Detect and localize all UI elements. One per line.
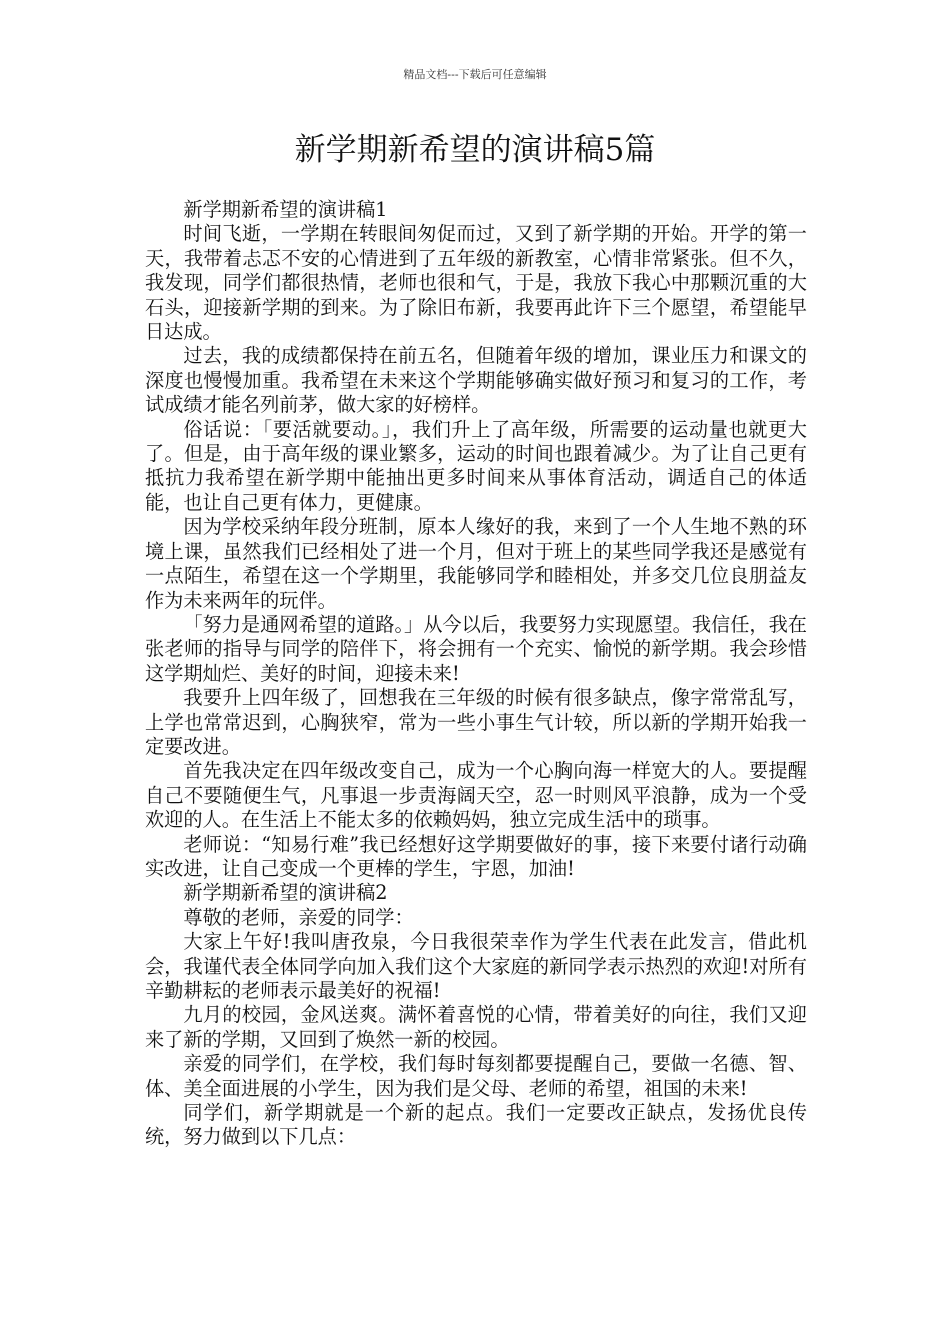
document-title: 新学期新希望的演讲稿5篇 [294,132,656,168]
paragraph: 老师说：“知易行难”我已经想好这学期要做好的事，接下来要付诸行动确实改进，让自己变成一个更棒的学生，宇恩，加油! [145,832,807,880]
section-heading-2: 新学期新希望的演讲稿2 [183,881,388,905]
paragraph: 同学们，新学期就是一个新的起点。我们一定要改正缺点，发扬优良传统，努力做到以下几点： [145,1101,807,1149]
header-note: 精品文档---下载后可任意编辑 [403,68,547,81]
paragraph: 时间飞逝，一学期在转眼间匆促而过，又到了新学期的开始。开学的第一天，我带着忐忑不安的心情进到了五年级的新教室，心情非常紧张。但不久，我发现，同学们都很热情，老师也很和气，于是，我放下我心中那颗沉重的大石头，迎接新学期的到来。为了除旧布新，我要再此许下三个愿望，希望能早日达成。 [145,222,807,344]
section-heading-1: 新学期新希望的演讲稿1 [183,198,388,221]
paragraph: 俗话说：「要活就要动。」，我们升上了高年级，所需要的运动量也就更大了。但是，由于高年级的课业繁多，运动的时间也跟着减少。为了让自己更有抵抗力我希望在新学期中能抽出更多时间来从事体育活动，调适自己的体适能，也让自己更有体力，更健康。 [145,417,807,514]
paragraph: 「努力是通网希望的道路。」从今以后，我要努力实现愿望。我信任，我在张老师的指导与同学的陪伴下，将会拥有一个充实、愉悦的新学期。我会珍惜这学期灿烂、美好的时间，迎接未来! [145,612,807,685]
paragraph: 九月的校园，金风送爽。满怀着喜悦的心情，带着美好的向往，我们又迎来了新的学期，又回到了焕然一新的校园。 [145,1003,807,1051]
paragraph: 大家上午好!我叫唐孜泉，今日我很荣幸作为学生代表在此发言，借此机会，我谨代表全体同学向加入我们这个大家庭的新同学表示热烈的欢迎!对所有辛勤耕耘的老师表示最美好的祝福! [145,930,807,1002]
paragraph: 过去，我的成绩都保持在前五名，但随着年级的增加，课业压力和课文的深度也慢慢加重。我希望在未来这个学期能够确实做好预习和复习的工作，考试成绩才能名列前茅，做大家的好榜样。 [145,344,807,417]
paragraph: 我要升上四年级了，回想我在三年级的时候有很多缺点，像字常常乱写，上学也常常迟到，心胸狭窄，常为一些小事生气计较，所以新的学期开始我一定要改进。 [145,686,807,758]
salutation: 尊敬的老师，亲爱的同学： [183,905,414,929]
document-body [145,198,807,1150]
paragraph: 亲爱的同学们，在学校，我们每时每刻都要提醒自己，要做一名德、智、体、美全面进展的小学生，因为我们是父母、老师的希望，祖国的未来! [145,1052,807,1100]
paragraph: 首先我决定在四年级改变自己，成为一个心胸向海一样宽大的人。要提醒自己不要随便生气，凡事退一步责海阔天空，忍一时则风平浪静，成为一个受欢迎的人。在生活上不能太多的依赖妈妈，独立完成生活中的琐事。 [145,759,807,832]
paragraph: 因为学校采纳年段分班制，原本人缘好的我，来到了一个人生地不熟的环境上课，虽然我们已经相处了进一个月，但对于班上的某些同学我还是感觉有一点陌生，希望在这一个学期里，我能够同学和睦相处，并多交几位良朋益友作为未来两年的玩伴。 [145,515,807,612]
